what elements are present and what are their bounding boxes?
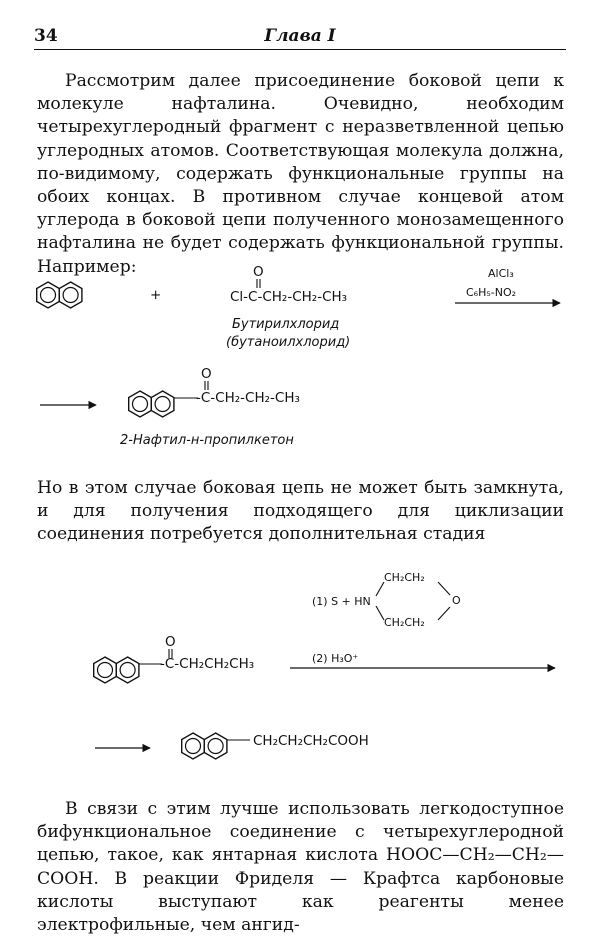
carbonyl-oxygen: O — [253, 264, 264, 280]
morpholine-ring-bonds — [376, 582, 450, 620]
plus-sign: + — [150, 287, 162, 303]
start-side-chain: -C-CH₂CH₂CH₃ — [160, 656, 255, 672]
paragraph-succinic-acid: В связи с этим лучше использовать легкодоступное бифункциональное соединение с четырехуглеродной цепью, такое, как янтарная кислота HOOC—CH₂—CH₂—COOH. В реакции Фриделя — Крафтса карбоновые кислоты выступают как реагенты менее электрофильные, чем ангид- — [37, 799, 564, 936]
paragraph-intro: Рассмотрим далее присоединение боковой цепи к молекуле нафталина. Очевидно, необходим четырехуглеродный фрагмент с неразветвленной цепью углеродных атомов. Соответствующая молекула должна, по-видимому, содержать функциональные группы на обоих концах. В противном случае концевой атом углерода в боковой цепи полученного монозамещенного нафталина не будет содержать функциональной группы. Например: — [37, 71, 564, 277]
product-carbonyl-oxygen: O — [201, 366, 212, 382]
solvent-label: C₆H₅-NO₂ — [466, 286, 517, 299]
naphthylbutanoic-acid-structure — [182, 733, 250, 759]
naphthyl-ketone-structure — [94, 657, 162, 683]
chapter-title: Глава I — [264, 26, 336, 46]
reagent-formula: Cl-C-CH₂-CH₂-CH₃ — [230, 289, 348, 305]
product-name: 2-Нафтил-н-пропилкетон — [120, 433, 294, 448]
morpholine-top-chain: CH₂CH₂ — [384, 571, 425, 584]
step2-reagent: (2) H₃O⁺ — [312, 652, 359, 665]
morpholine-oxygen: O — [452, 594, 461, 607]
naphthalene-structure — [37, 282, 82, 308]
page-number: 34 — [34, 26, 58, 46]
catalyst-label: AlCl₃ — [488, 267, 514, 280]
start-carbonyl-oxygen: O — [165, 634, 176, 650]
product-acid-chain: CH₂CH₂CH₂COOH — [253, 733, 369, 749]
morpholine-bottom-chain: CH₂CH₂ — [384, 616, 425, 629]
reagent-alt-name: (бутаноилхлорид) — [226, 335, 351, 350]
naphthyl-ketone-structure — [129, 391, 198, 417]
product-side-chain: -C-CH₂-CH₂-CH₃ — [196, 390, 300, 406]
reagent-name: Бутирилхлорид — [232, 317, 340, 332]
paragraph-side-chain: Но в этом случае боковая цепь не может быть замкнута, и для получения подходящего для циклизации соединения потребуется дополнительная стадия — [37, 478, 564, 545]
step1-reagent: (1) S + HN — [312, 595, 371, 608]
